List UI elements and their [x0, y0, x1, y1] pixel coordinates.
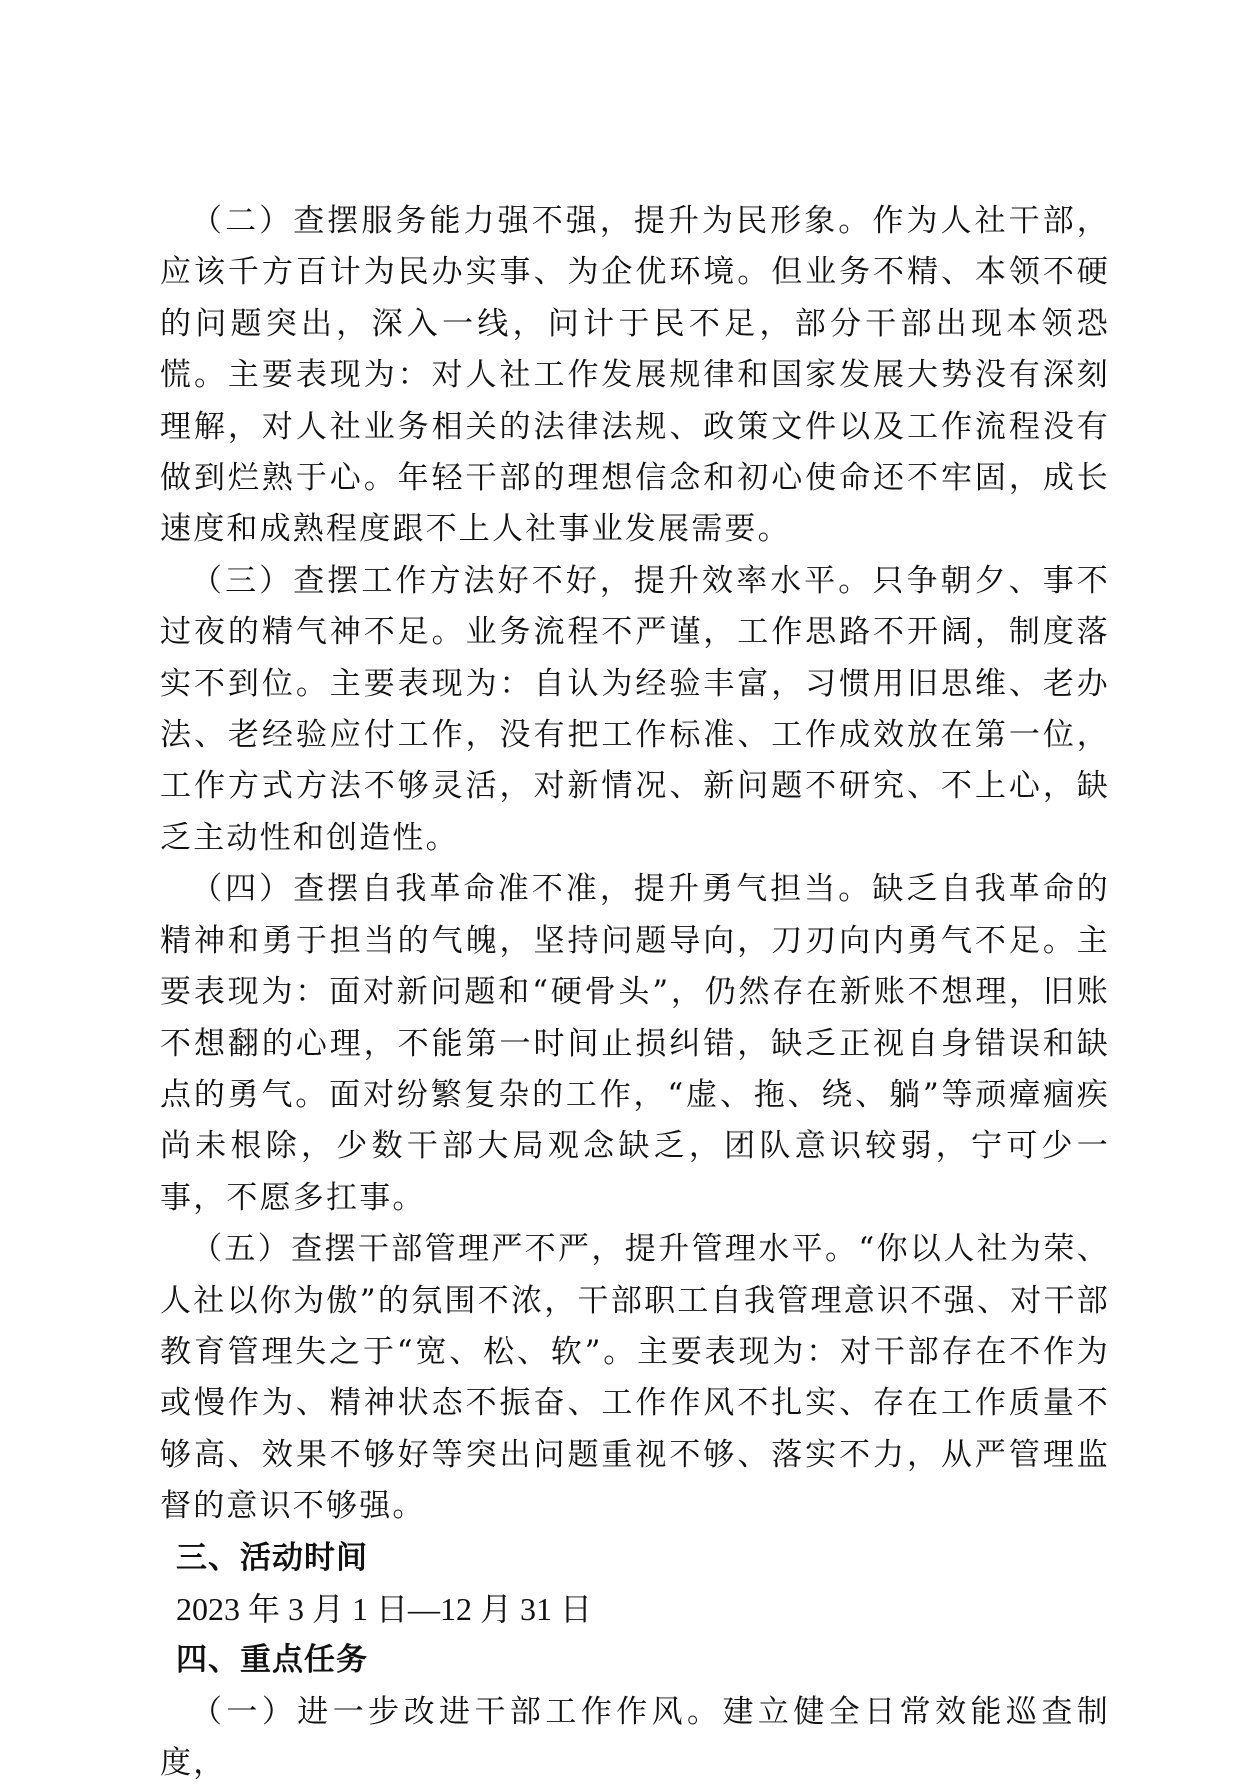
section-heading-activity-time: 三、活动时间: [176, 1539, 368, 1576]
section-heading-key-tasks: 四、重点任务: [176, 1642, 368, 1679]
activity-time-range: 2023 年 3 月 1 日—12 月 31 日: [176, 1590, 593, 1627]
document-page: [160, 196, 1110, 1790]
paragraph-task-1: （一）进一步改进干部工作作风。建立健全日常效能巡查制度，: [160, 1693, 1110, 1782]
paragraph-self-revolution: （四）查摆自我革命准不准，提升勇气担当。缺乏自我革命的精神和勇于担当的气魄，坚持问题导向，刀刃向内勇气不足。主要表现为：面对新问题和“硬骨头”，仍然存在新账不想理，旧账不想翻的心理，不能第一时间止损纠错，缺乏正视自身错误和缺点的勇气。面对纷繁复杂的工作，“虚、拖、绕、躺”等顽瘴痼疾尚未根除，少数干部大局观念缺乏，团队意识较弱，宁可少一事，不愿多扛事。: [160, 871, 1110, 1216]
paragraph-cadre-management: （五）查摆干部管理严不严，提升管理水平。“你以人社为荣、人社以你为傲”的氛围不浓，干部职工自我管理意识不强、对干部教育管理失之于“宽、松、软”。主要表现为：对干部存在不作为或慢作为、精神状态不振奋、工作作风不扎实、存在工作质量不够高、效果不够好等突出问题重视不够、落实不力，从严管理监督的意识不够强。: [160, 1231, 1110, 1525]
paragraph-service-capability: （二）查摆服务能力强不强，提升为民形象。作为人社干部，应该千方百计为民办实事、为企优环境。但业务不精、本领不硬的问题突出，深入一线，问计于民不足，部分干部出现本领恐慌。主要表现为：对人社工作发展规律和国家发展大势没有深刻理解，对人社业务相关的法律法规、政策文件以及工作流程没有做到烂熟于心。年轻干部的理想信念和初心使命还不牢固，成长速度和成熟程度跟不上人社事业发展需要。: [160, 203, 1110, 548]
paragraph-work-methods: （三）查摆工作方法好不好，提升效率水平。只争朝夕、事不过夜的精气神不足。业务流程不严谨，工作思路不开阔，制度落实不到位。主要表现为：自认为经验丰富，习惯用旧思维、老办法、老经验应付工作，没有把工作标准、工作成效放在第一位，工作方式方法不够灵活，对新情况、新问题不研究、不上心，缺乏主动性和创造性。: [160, 562, 1110, 856]
